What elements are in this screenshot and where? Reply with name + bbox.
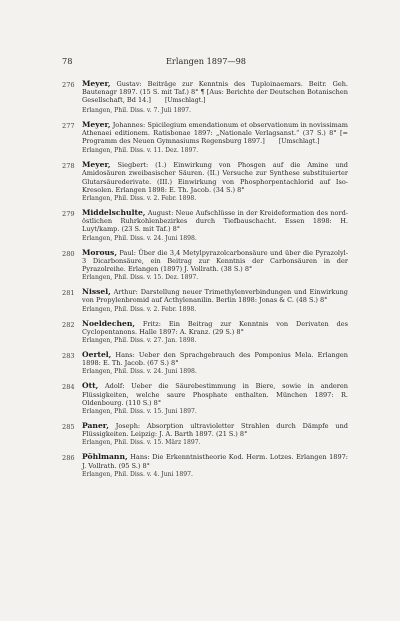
entry-dissertation-note: Erlangen, Phil. Diss. v. 27. Jan. 1898. <box>82 337 197 345</box>
entry-title: Paul: Über die 3,4 Metylpyrazolcarbonsäure und über die Pyrazolyl-3 Dicarbonsäure, ein Beitrag zur Kenntnis der Carbonsäuren in der Pyrazolreihe. Erlangen (1897) J. Vollrath. (38 S.) 8° <box>82 248 348 274</box>
entry-title: Gustav: Beiträge zur Kenntnis des Tuploinaemars. Beitr. Geh. Bautenagr 1897. (15 S. mit Taf.) 8° ¶ [Aus: Berichte der Deutschen Botanischen Gesellschaft, Bd 14.] <box>82 80 348 105</box>
entry-number: 282 <box>62 320 75 329</box>
entry-title: Siegbert: (1.) Einwirkung von Phosgen auf die Amine und Amidosäuren zweibasischer Säuren. (II.) Versuche zur Synthese substituierter Glutarsäurederivate. (III.) Einwirkung von Phosphorpentachlorid auf Iso-Kresolen. Erlangen 1898: E. Th. Jacob. (34 S.) 8° <box>82 161 348 194</box>
bibliography-entry <box>62 121 348 156</box>
entry-author: Nissel, <box>82 287 111 297</box>
entry-body <box>82 422 348 447</box>
entry-title: Johannes: Spicilegium emendationum et observationum in novissimam Athenaei editionem. Ratisbonae 1897: „Nationale Verlagsanst.“ (37 S.) 8° [= Programm des Neuen Gymnasiums Regensburg 1897.] <box>82 120 348 146</box>
entry-author: Morous, <box>82 247 117 257</box>
page-number: 78 <box>62 56 73 66</box>
entry-dissertation-note: Erlangen, Phil. Diss. v. 24. Juni 1898. <box>82 368 197 376</box>
entry-dissertation-note: Erlangen, Phil. Diss. v. 24. Juni 1898. <box>82 234 197 242</box>
entry-body <box>82 121 348 156</box>
entry-dissertation-note: Erlangen, Phil. Diss. v. 11. Dez. 1897. <box>82 147 199 155</box>
entry-author: Oertel, <box>82 350 112 360</box>
entry-title: Arthur: Darstellung neuer Trimethylenverbindungen und Einwirkung von Propylenbromid auf Acthylenanilin. Berlin 1898: Jonas & C. (48 S.) 8° <box>82 288 349 305</box>
entry-author: Meyer, <box>82 119 111 129</box>
entry-title: Joseph: Absorption ultravioletter Strahlen durch Dämpfe und Flüssigkeiten. Leipzig: J. A. Barth 1897. (21 S.) 8° <box>82 422 348 439</box>
entry-series-note: [Umschlagt.] <box>164 97 206 105</box>
entry-dissertation-note: Erlangen, Phil. Diss. v. 2. Febr. 1898. <box>82 195 197 203</box>
entry-title: Hans: Ueber den Sprachgebrauch des Pomponius Mela. Erlangen 1898: E. Th. Jacob. (67 S.) 8° <box>82 351 348 368</box>
bibliography-entry <box>62 422 348 447</box>
entry-body <box>82 351 348 376</box>
entry-number: 280 <box>62 249 75 258</box>
entry-title: Adolf: Ueber die Säurebestimmung in Biere, sowie in anderen Flüssigkeiten, welche saure Phosphate enthalten. München 1897: R. Oldenbourg. (110 S.) 8° <box>82 382 348 407</box>
entry-number: 279 <box>62 210 75 219</box>
bibliography-entry <box>62 320 348 345</box>
bibliography-entry <box>62 209 348 243</box>
entry-number: 278 <box>62 162 75 171</box>
entry-number: 283 <box>62 352 75 361</box>
entry-title: August: Neue Aufschlüsse in der Kreideformation des nord-östlichen Ruhrkohlenbezirkes durch Tiefbauschacht. Essen 1898: H. Luyt/kamp. (23 S. mit Taf.) 8° <box>82 209 348 234</box>
bibliography-entry <box>62 382 348 416</box>
entry-dissertation-note: Erlangen, Phil. Diss. v. 15. Juni 1897. <box>82 408 197 416</box>
bibliography-entry <box>62 249 348 283</box>
entry-body <box>82 80 348 115</box>
entry-body <box>82 249 348 283</box>
entry-dissertation-note: Erlangen, Phil. Diss. v. 15. März 1897. <box>82 439 201 447</box>
entry-number: 277 <box>62 121 75 130</box>
entry-body <box>82 161 348 203</box>
entry-number: 285 <box>62 423 75 432</box>
bibliography-list <box>62 80 348 485</box>
entry-series-note: [Umschlagt.] <box>278 138 320 146</box>
entry-body <box>82 288 348 313</box>
entry-title: Hans: Die Erkenntnistheorie Kod. Herm. Lotzes. Erlangen 1897: J. Vollrath. (95 S.) 8° <box>82 453 348 470</box>
entry-author: Noeldechen, <box>82 318 136 328</box>
entry-number: 276 <box>62 81 75 89</box>
running-title: Erlangen 1897—98 <box>165 56 247 66</box>
bibliography-entry <box>62 351 348 376</box>
entry-dissertation-note: Erlangen, Phil. Diss. v. 7. Juli 1897. <box>82 106 191 114</box>
entry-number: 286 <box>62 454 75 463</box>
bibliography-entry <box>62 453 348 478</box>
bibliography-entry <box>62 161 348 203</box>
entry-dissertation-note: Erlangen, Phil. Diss. v. 15. Dez. 1897. <box>82 274 199 282</box>
entry-author: Paner, <box>82 421 109 431</box>
bibliography-entry <box>62 80 348 115</box>
entry-dissertation-note: Erlangen, Phil. Diss. v. 4. Juni 1897. <box>82 470 193 478</box>
page-header <box>62 56 350 68</box>
entry-body <box>82 209 348 243</box>
entry-author: Middelschulte, <box>82 208 146 218</box>
entry-number: 284 <box>62 383 75 392</box>
bibliography-entry <box>62 288 348 313</box>
entry-body <box>82 453 348 478</box>
entry-author: Meyer, <box>82 79 111 88</box>
entry-body <box>82 382 348 416</box>
entry-number: 281 <box>62 289 75 298</box>
entry-title: Fritz: Ein Beitrag zur Kenntnis von Derivaten des Cyclopentanons. Halle 1897: A. Kranz. (29 S.) 8° <box>82 319 348 336</box>
entry-author: Meyer, <box>82 160 111 170</box>
entry-author: Ott, <box>82 381 99 391</box>
entry-author: Pöhlmann, <box>82 452 128 462</box>
entry-dissertation-note: Erlangen, Phil. Diss. v. 2. Febr. 1898. <box>82 305 197 313</box>
entry-body <box>82 320 348 345</box>
